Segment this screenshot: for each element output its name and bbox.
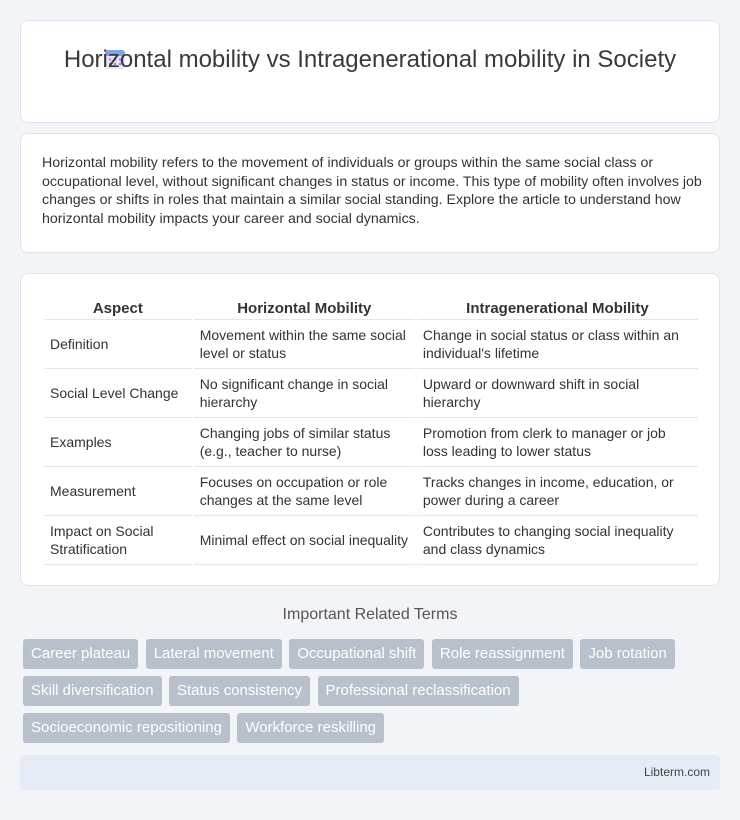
table-cell: Change in social status or class within an individual's lifetime <box>417 320 698 369</box>
comparison-table <box>42 294 700 565</box>
related-term-tag[interactable]: Career plateau <box>23 639 138 669</box>
table-cell: Upward or downward shift in social hierarchy <box>417 369 698 418</box>
table-cell: Social Level Change <box>44 369 192 418</box>
related-term-tag[interactable]: Lateral movement <box>146 639 282 669</box>
table-row <box>44 418 698 467</box>
table-row <box>44 516 698 565</box>
table-cell: Contributes to changing social inequality and class dynamics <box>417 516 698 565</box>
intro-card <box>20 133 720 253</box>
table-row <box>44 369 698 418</box>
related-term-tag[interactable]: Skill diversification <box>23 676 162 706</box>
table-cell: Tracks changes in income, education, or power during a career <box>417 467 698 516</box>
table-cell: No significant change in social hierarchy <box>194 369 415 418</box>
related-term-tag[interactable]: Status consistency <box>169 676 310 706</box>
related-term-tag[interactable]: Professional reclassification <box>318 676 519 706</box>
related-term-tag[interactable]: Job rotation <box>580 639 674 669</box>
header-horizontal: Horizontal Mobility <box>194 294 415 320</box>
related-term-tag[interactable]: Role reassignment <box>432 639 573 669</box>
footer <box>20 755 720 790</box>
table-cell: Measurement <box>44 467 192 516</box>
table-header-row <box>44 294 698 320</box>
header-card <box>20 20 720 123</box>
related-term-tag[interactable]: Workforce reskilling <box>237 713 384 743</box>
table-cell: Definition <box>44 320 192 369</box>
table-cell: Promotion from clerk to manager or job loss leading to lower status <box>417 418 698 467</box>
table-cell: Focuses on occupation or role changes at the same level <box>194 467 415 516</box>
page-title: Horizontal mobility vs Intragenerational mobility in Society <box>63 46 677 73</box>
table-cell: Impact on Social Stratification <box>44 516 192 565</box>
related-terms-title: Important Related Terms <box>282 606 458 623</box>
table-row <box>44 320 698 369</box>
related-term-tag[interactable]: Occupational shift <box>289 639 424 669</box>
header-intragenerational: Intragenerational Mobility <box>417 294 698 320</box>
table-row <box>44 467 698 516</box>
comparison-card <box>20 273 720 586</box>
footer-site-link[interactable]: Libterm.com <box>643 765 710 779</box>
related-term-tag[interactable]: Socioeconomic repositioning <box>23 713 230 743</box>
related-terms-list <box>23 639 723 750</box>
table-cell: Minimal effect on social inequality <box>194 516 415 565</box>
intro-paragraph: Horizontal mobility refers to the movement of individuals or groups within the same social class or occupational level, without significant changes in status or income. This type of mobility often involves job changes or shifts in roles that maintain a similar social standing. Explore the article to understand how horizontal mobility impacts your career and social dynamics. <box>42 155 702 227</box>
table-cell: Changing jobs of similar status (e.g., teacher to nurse) <box>194 418 415 467</box>
table-cell: Examples <box>44 418 192 467</box>
header-aspect: Aspect <box>44 294 192 320</box>
table-cell: Movement within the same social level or status <box>194 320 415 369</box>
